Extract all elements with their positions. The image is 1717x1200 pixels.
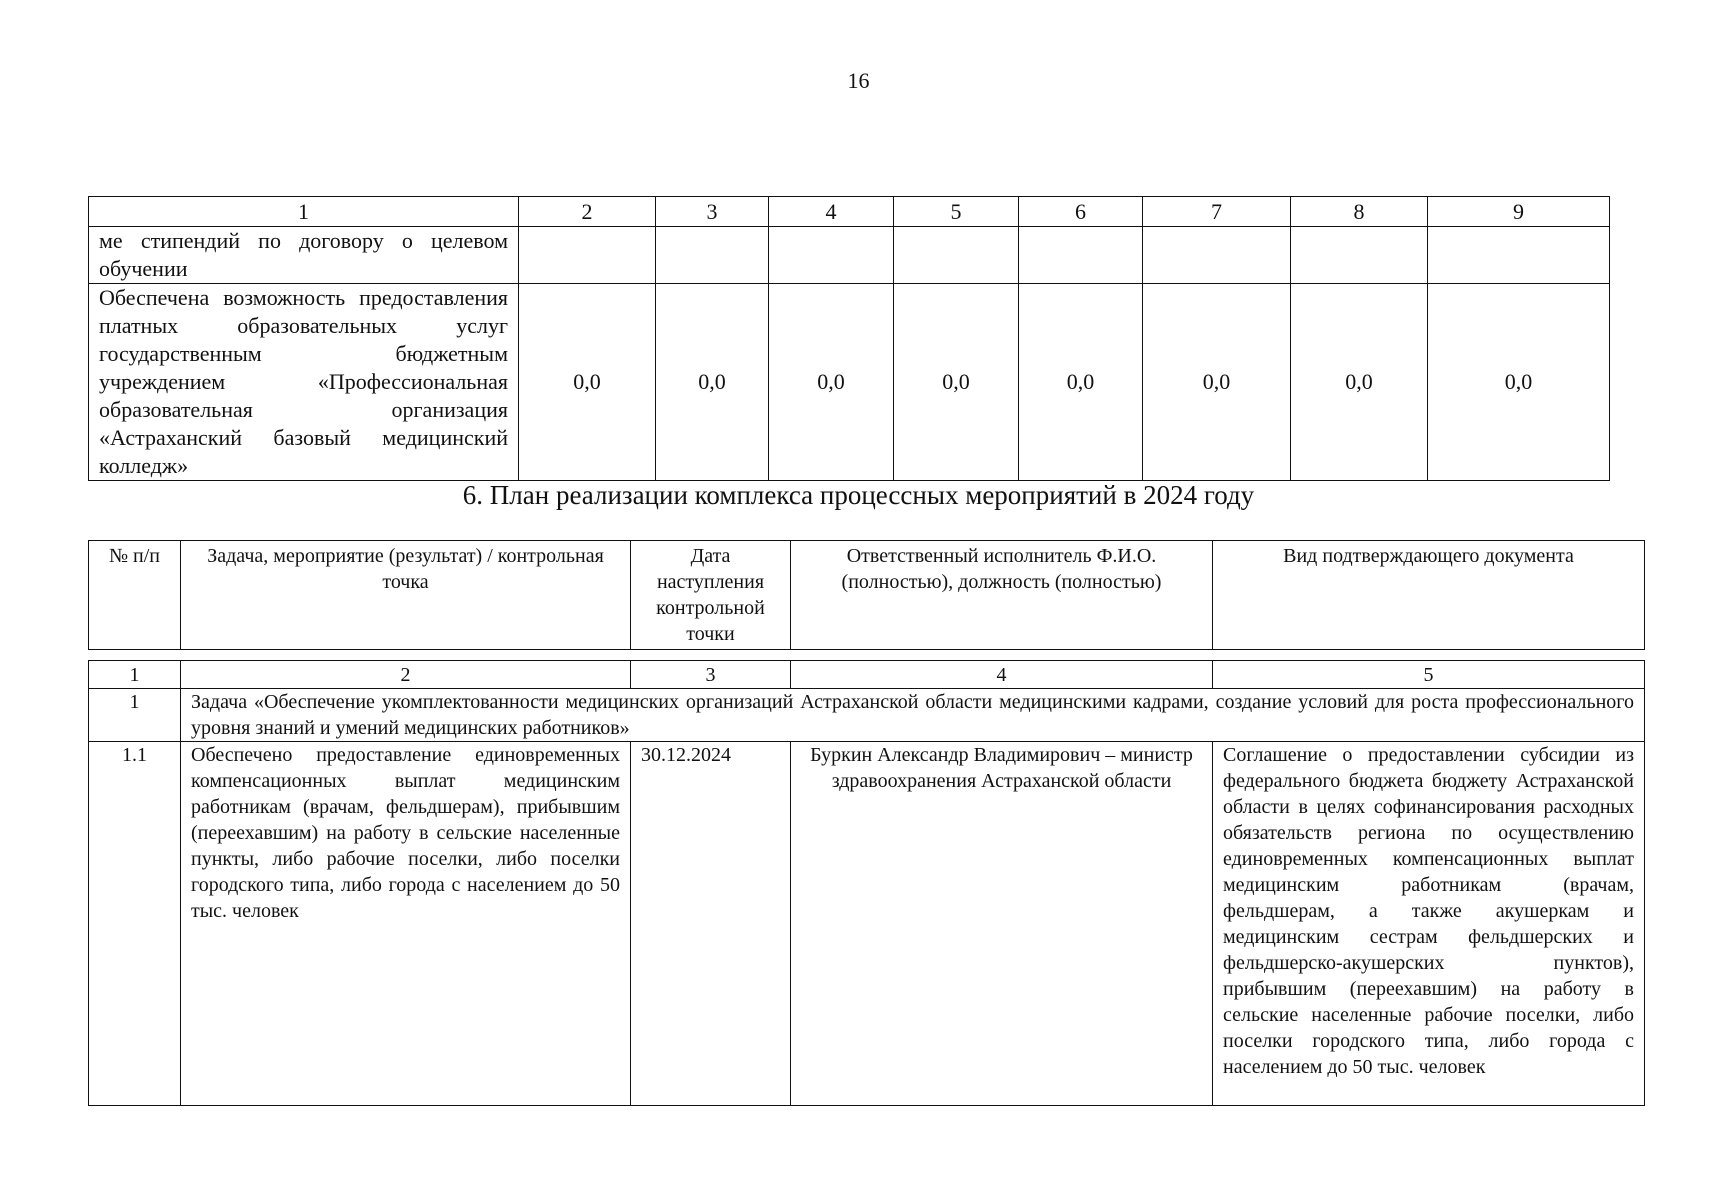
column-number: 8 bbox=[1291, 197, 1428, 227]
table-header-row bbox=[89, 541, 1645, 650]
column-number: 3 bbox=[631, 661, 791, 689]
value-cell bbox=[519, 227, 656, 284]
item-responsible: Буркин Александр Владимирович – министр здравоохранения Астраханской области bbox=[791, 742, 1213, 1106]
value-cell bbox=[894, 227, 1019, 284]
value-cell: 0,0 bbox=[894, 284, 1019, 481]
column-number: 9 bbox=[1428, 197, 1610, 227]
header-responsible: Ответственный исполнитель Ф.И.О. (полностью), должность (полностью) bbox=[791, 541, 1213, 650]
value-cell: 0,0 bbox=[519, 284, 656, 481]
table-row bbox=[89, 742, 1645, 1106]
header-number: № п/п bbox=[89, 541, 181, 650]
task-number: 1 bbox=[89, 689, 181, 742]
value-cell bbox=[1143, 227, 1291, 284]
value-cell: 0,0 bbox=[1291, 284, 1428, 481]
value-cell: 0,0 bbox=[656, 284, 769, 481]
header-task: Задача, мероприятие (результат) / контрольная точка bbox=[181, 541, 631, 650]
value-cell bbox=[1019, 227, 1143, 284]
indicators-table bbox=[88, 196, 1610, 481]
column-number: 7 bbox=[1143, 197, 1291, 227]
plan-header-table bbox=[88, 540, 1645, 650]
page-number: 16 bbox=[847, 68, 870, 93]
value-cell: 0,0 bbox=[769, 284, 894, 481]
column-number: 1 bbox=[89, 661, 181, 689]
task-text: Задача «Обеспечение укомплектованности медицинских организаций Астраханской области медицинскими кадрами, создание условий для роста профессионального уровня знаний и умений медицинских работников» bbox=[181, 689, 1645, 742]
item-document: Соглашение о предоставлении субсидии из федерального бюджета бюджету Астраханской области в целях софинансирования расходных обязательств региона по осуществлению единовременных компенсационных выплат медицинским работникам (врачам, фельдшерам, а также акушеркам и медицинским сестрам фельдшерских и фельдшерско-акушерских пунктов), прибывшим (переехавшим) на работу в сельские населенные рабочие поселки, либо поселки городского типа, либо города с населением до 50 тыс. человек bbox=[1213, 742, 1645, 1106]
header-date: Дата наступления контрольной точки bbox=[631, 541, 791, 650]
header-document: Вид подтверждающего документа bbox=[1213, 541, 1645, 650]
section-title: 6. План реализации комплекса процессных мероприятий в 2024 году bbox=[462, 480, 1255, 510]
value-cell bbox=[1291, 227, 1428, 284]
column-number: 4 bbox=[791, 661, 1213, 689]
item-date: 30.12.2024 bbox=[631, 742, 791, 1106]
column-number: 1 bbox=[89, 197, 519, 227]
row-description: Обеспечена возможность предоставления платных образовательных услуг государственным бюджетным учреждением «Профессиональная образовательная организация «Астраханский базовый медицинский колледж» bbox=[89, 284, 519, 481]
value-cell bbox=[1428, 227, 1610, 284]
value-cell bbox=[769, 227, 894, 284]
table-header-row bbox=[89, 197, 1610, 227]
column-number: 5 bbox=[1213, 661, 1645, 689]
row-description: ме стипендий по договору о целевом обучении bbox=[89, 227, 519, 284]
value-cell: 0,0 bbox=[1143, 284, 1291, 481]
column-number: 6 bbox=[1019, 197, 1143, 227]
item-number: 1.1 bbox=[89, 742, 181, 1106]
value-cell: 0,0 bbox=[1019, 284, 1143, 481]
column-number: 5 bbox=[894, 197, 1019, 227]
plan-table bbox=[88, 660, 1645, 1106]
table-header-row bbox=[89, 661, 1645, 689]
table-row bbox=[89, 227, 1610, 284]
task-row bbox=[89, 689, 1645, 742]
column-number: 4 bbox=[769, 197, 894, 227]
table-row bbox=[89, 284, 1610, 481]
column-number: 2 bbox=[519, 197, 656, 227]
value-cell bbox=[656, 227, 769, 284]
column-number: 2 bbox=[181, 661, 631, 689]
item-task: Обеспечено предоставление единовременных компенсационных выплат медицинским работникам (врачам, фельдшерам), прибывшим (переехавшим) на работу в сельские населенные пункты, либо рабочие поселки, либо поселки городского типа, либо города с населением до 50 тыс. человек bbox=[181, 742, 631, 1106]
column-number: 3 bbox=[656, 197, 769, 227]
value-cell: 0,0 bbox=[1428, 284, 1610, 481]
